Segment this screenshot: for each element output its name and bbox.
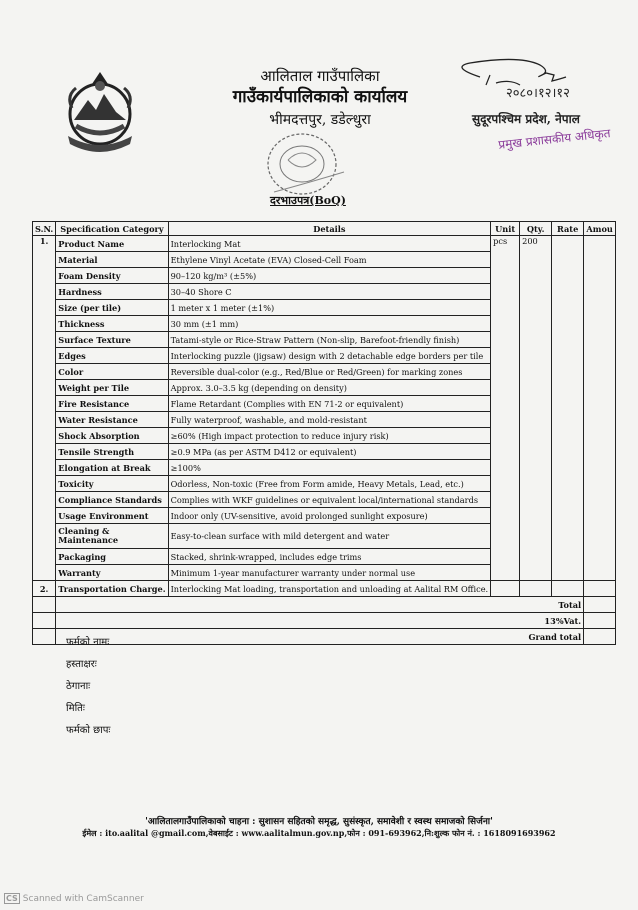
- spec-category: Hardness: [56, 284, 168, 300]
- spec-category: Material: [56, 252, 168, 268]
- signature-fields: [66, 632, 110, 742]
- spec-detail: Approx. 3.0–3.5 kg (depending on density): [168, 380, 491, 396]
- spec-category: Foam Density: [56, 268, 168, 284]
- camscanner-logo-icon: CS: [6, 894, 18, 903]
- scanner-watermark-text: Scanned with CamScanner: [22, 894, 144, 904]
- totals-row: [33, 597, 616, 613]
- spec-detail: Flame Retardant (Complies with EN 71-2 or equivalent): [168, 396, 491, 412]
- field-signature: हस्ताक्षरः: [66, 659, 97, 670]
- header-amount: Amou: [584, 222, 616, 236]
- spec-category: Cleaning & Maintenance: [56, 524, 168, 549]
- spec-detail: Fully waterproof, washable, and mold-resistant: [168, 412, 491, 428]
- item1-qty: 200: [520, 236, 552, 581]
- footer-motto: 'आलितालगाउँपालिकाको चाहना : सुशासन सहितको समृद्ध, सुसंस्कृत, समावेशी र स्वस्थ समाजको सिर्जना': [145, 817, 493, 827]
- spec-category: Water Resistance: [56, 412, 168, 428]
- table-row: [33, 581, 616, 597]
- table-header-row: [33, 222, 616, 236]
- item2-amount: [584, 581, 616, 597]
- signature-date: २०८०।१२।१२: [506, 86, 570, 101]
- spec-detail: Ethylene Vinyl Acetate (EVA) Closed-Cell Foam: [168, 252, 491, 268]
- spec-detail: Easy-to-clean surface with mild detergent and water: [168, 524, 491, 549]
- spec-category: Thickness: [56, 316, 168, 332]
- totals-row: [33, 613, 616, 629]
- signature-title-province: सुदूरपश्चिम प्रदेश, नेपाल: [472, 112, 580, 126]
- item2-unit: [491, 581, 520, 597]
- header-qty: Qty.: [520, 222, 552, 236]
- spec-category: Surface Texture: [56, 332, 168, 348]
- spec-category: Compliance Standards: [56, 492, 168, 508]
- office-name: गाउँकार्यपालिकाको कार्यालय: [232, 87, 408, 107]
- item2-qty: [520, 581, 552, 597]
- field-firm-name: फर्मको नामः: [66, 637, 110, 648]
- spec-detail: ≥100%: [168, 460, 491, 476]
- spec-category: Elongation at Break: [56, 460, 168, 476]
- spec-detail: Stacked, shrink-wrapped, includes edge trims: [168, 549, 491, 565]
- spec-detail: ≥60% (High impact protection to reduce injury risk): [168, 428, 491, 444]
- spec-detail: Complies with WKF guidelines or equivalent local/international standards: [168, 492, 491, 508]
- nepal-emblem-icon: [62, 70, 138, 152]
- spec-detail: Odorless, Non-toxic (Free from Form amide, Heavy Metals, Lead, etc.): [168, 476, 491, 492]
- spec-category: Usage Environment: [56, 508, 168, 524]
- item1-unit: pcs: [491, 236, 520, 581]
- item1-sn: 1.: [33, 236, 56, 581]
- totals-amount: [584, 597, 616, 613]
- signature-title-officer: प्रमुख प्रशासकीय अधिकृत: [497, 126, 612, 152]
- totals-blank: [33, 629, 56, 645]
- totals-amount: [584, 613, 616, 629]
- scanner-watermark: [4, 893, 144, 904]
- item2-rate: [552, 581, 584, 597]
- totals-label: 13%Vat.: [56, 613, 584, 629]
- spec-detail: 30–40 Shore C: [168, 284, 491, 300]
- spec-detail: Indoor only (UV-sensitive, avoid prolonged sunlight exposure): [168, 508, 491, 524]
- spec-category: Edges: [56, 348, 168, 364]
- office-address: भीमदत्तपुर, डडेल्धुरा: [269, 112, 371, 128]
- footer-contact: ईमेल : ito.aalital @gmail.com,वेबसाईट : www.aalitalmun.gov.np,फोन : 091-693962,नि:शुल्क फोन नं. : 1618091693962: [82, 828, 556, 838]
- spec-detail: Reversible dual-color (e.g., Red/Blue or Red/Green) for marking zones: [168, 364, 491, 380]
- spec-category: Warranty: [56, 565, 168, 581]
- totals-blank: [33, 613, 56, 629]
- municipality-name: आलिताल गाउँपालिका: [260, 67, 380, 85]
- spec-detail: 90–120 kg/m³ (±5%): [168, 268, 491, 284]
- spec-category: Shock Absorption: [56, 428, 168, 444]
- totals-row: [33, 629, 616, 645]
- spec-category: Color: [56, 364, 168, 380]
- spec-category: Weight per Tile: [56, 380, 168, 396]
- field-date: मितिः: [66, 703, 85, 714]
- item2-sn: 2.: [33, 581, 56, 597]
- boq-table: [32, 221, 616, 645]
- totals-amount: [584, 629, 616, 645]
- spec-detail: ≥0.9 MPa (as per ASTM D412 or equivalent): [168, 444, 491, 460]
- totals-blank: [33, 597, 56, 613]
- table-row: [33, 236, 616, 252]
- spec-detail: Minimum 1-year manufacturer warranty under normal use: [168, 565, 491, 581]
- header-rate: Rate: [552, 222, 584, 236]
- spec-category: Size (per tile): [56, 300, 168, 316]
- header-details: Details: [168, 222, 491, 236]
- header-unit: Unit: [491, 222, 520, 236]
- spec-detail: Interlocking puzzle (jigsaw) design with 2 detachable edge borders per tile: [168, 348, 491, 364]
- spec-category: Packaging: [56, 549, 168, 565]
- spec-detail: 30 mm (±1 mm): [168, 316, 491, 332]
- item1-amount: [584, 236, 616, 581]
- spec-detail: Interlocking Mat: [168, 236, 491, 252]
- totals-label: Total: [56, 597, 584, 613]
- boq-title: दरभाउपत्र(BoQ): [270, 194, 346, 207]
- field-address: ठेगानाः: [66, 681, 91, 692]
- header-sn: S.N.: [33, 222, 56, 236]
- office-header: [200, 66, 440, 130]
- item2-category: Transportation Charge.: [56, 581, 168, 597]
- header-category: Specification Category: [56, 222, 168, 236]
- item2-detail: Interlocking Mat loading, transportation and unloading at Aalital RM Office.: [168, 581, 491, 597]
- spec-detail: Tatami-style or Rice-Straw Pattern (Non-slip, Barefoot-friendly finish): [168, 332, 491, 348]
- spec-category: Product Name: [56, 236, 168, 252]
- field-firm-stamp: फर्मको छापः: [66, 725, 111, 736]
- spec-detail: 1 meter x 1 meter (±1%): [168, 300, 491, 316]
- spec-category: Fire Resistance: [56, 396, 168, 412]
- spec-category: Tensile Strength: [56, 444, 168, 460]
- item1-rate: [552, 236, 584, 581]
- totals-label: Grand total: [56, 629, 584, 645]
- spec-category: Toxicity: [56, 476, 168, 492]
